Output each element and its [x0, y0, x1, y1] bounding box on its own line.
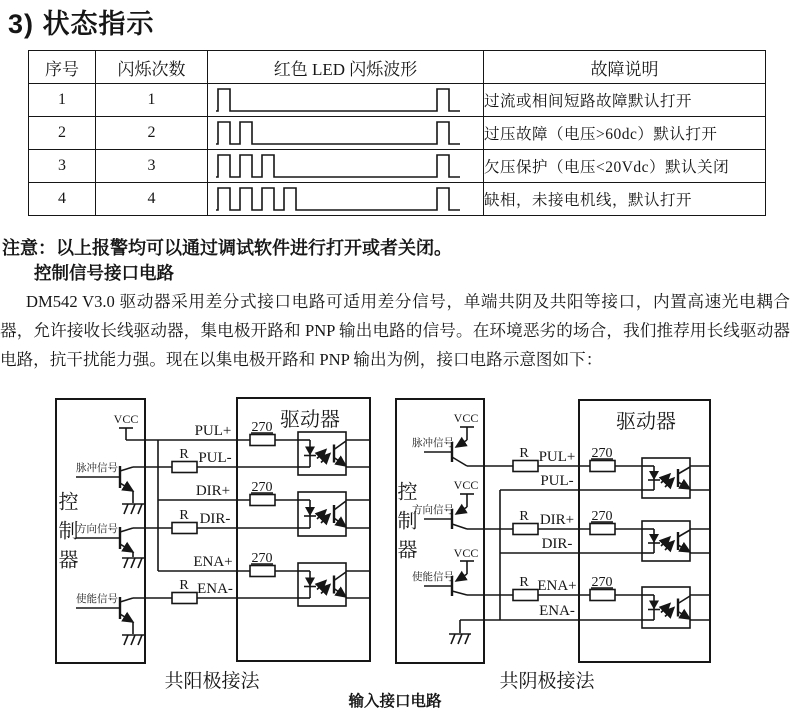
vcc-symbol	[454, 411, 479, 440]
resistor-270	[250, 480, 275, 506]
signal-name-label: 使能信号	[412, 572, 454, 583]
signal-plus-label: DIR+	[539, 512, 575, 528]
led-icon	[649, 471, 659, 480]
flash-count: 1	[96, 84, 208, 117]
fault-description: 缺相，未接电机线，默认打开	[484, 183, 766, 216]
signal-name-label: 脉冲信号	[412, 438, 454, 449]
note-text: 注意：以上报警均可以通过调试软件进行打开或者关闭。	[2, 238, 452, 258]
resistor-270	[250, 551, 275, 577]
signal-plus-label: PUL+	[194, 423, 232, 439]
led-waveform	[208, 184, 484, 214]
signal-plus-label: PUL+	[538, 449, 576, 465]
optocoupler	[298, 432, 370, 475]
resistor-r	[513, 446, 538, 472]
row-index: 2	[29, 117, 96, 150]
pnp-transistor	[412, 478, 478, 529]
flash-count: 3	[96, 150, 208, 183]
led-icon	[649, 534, 659, 543]
led-icon	[305, 578, 315, 587]
ground-icon	[122, 558, 144, 568]
driver-box	[237, 398, 370, 661]
optocoupler	[298, 563, 370, 606]
resistor-r-label: R	[519, 575, 529, 590]
vcc-label: VCC	[113, 412, 139, 426]
signal-name-label: 方向信号	[76, 524, 118, 535]
resistor-270-label: 270	[591, 509, 613, 524]
driver-label: 驱动器	[280, 409, 340, 431]
resistor-r	[172, 447, 197, 473]
signal-plus-label: ENA+	[537, 578, 577, 594]
pnp-transistor	[412, 546, 478, 596]
vcc-label: VCC	[453, 411, 479, 425]
vcc-label: VCC	[453, 546, 479, 560]
flash-count: 4	[96, 183, 208, 216]
signal-name-label: 脉冲信号	[76, 463, 118, 474]
controller-label: 控制器	[394, 481, 416, 568]
flash-count: 2	[96, 117, 208, 150]
table-header-row	[29, 51, 766, 84]
resistor-r	[513, 575, 538, 601]
npn-transistor	[76, 522, 144, 568]
ground-icon	[122, 504, 144, 514]
resistor-r-label: R	[519, 509, 529, 524]
row-index: 1	[29, 84, 96, 117]
table-row	[29, 150, 766, 183]
table-row	[29, 84, 766, 117]
ground-icon	[449, 620, 471, 644]
resistor-270-label: 270	[251, 551, 273, 566]
circuit-caption: 共阳极接法	[164, 671, 260, 692]
resistor-r	[172, 578, 197, 604]
led-icon	[649, 601, 659, 610]
resistor-r-label: R	[519, 446, 529, 461]
signal-minus-label: PUL-	[198, 450, 232, 466]
pnp-transistor	[412, 411, 478, 466]
led-waveform	[208, 118, 484, 148]
signal-name-label: 使能信号	[76, 594, 118, 605]
optocoupler	[642, 587, 710, 628]
row-index: 3	[29, 150, 96, 183]
waveform-cell	[208, 84, 484, 117]
waveform-cell	[208, 183, 484, 216]
fault-description: 过压故障（电压>60dc）默认打开	[484, 117, 766, 150]
page-title: 3) 状态指示	[8, 9, 155, 39]
led-icon	[305, 507, 315, 516]
optocoupler	[642, 458, 710, 498]
figure-caption: 输入接口电路	[348, 693, 442, 710]
resistor-270-label: 270	[251, 480, 273, 495]
status-indication-table	[28, 50, 766, 216]
circuit-caption: 共阴极接法	[499, 671, 595, 692]
resistor-270-label: 270	[251, 420, 273, 435]
resistor-r	[513, 509, 538, 535]
column-header-waveform: 红色 LED 闪烁波形	[208, 51, 484, 84]
resistor-270-label: 270	[591, 446, 613, 461]
controller-label: 控制器	[55, 491, 77, 578]
table-row	[29, 183, 766, 216]
driver-label: 驱动器	[616, 411, 676, 433]
led-waveform	[208, 85, 484, 115]
resistor-r	[172, 508, 197, 534]
column-header-flash-count: 闪烁次数	[96, 51, 208, 84]
table-row	[29, 117, 766, 150]
resistor-270	[250, 420, 275, 446]
resistor-270-label: 270	[591, 575, 613, 590]
resistor-r-label: R	[179, 447, 189, 462]
npn-transistor	[76, 592, 144, 645]
row-index: 4	[29, 183, 96, 216]
optocoupler	[642, 521, 710, 561]
npn-transistor	[76, 461, 144, 514]
signal-minus-label: DIR-	[199, 511, 231, 527]
vcc-symbol	[454, 478, 479, 507]
column-header-index: 序号	[29, 51, 96, 84]
signal-plus-label: DIR+	[195, 483, 231, 499]
resistor-270	[590, 575, 615, 601]
led-icon	[305, 447, 315, 456]
fault-description: 过流或相间短路故障默认打开	[484, 84, 766, 117]
common-anode-circuit	[56, 398, 370, 692]
vcc-symbol	[114, 412, 139, 440]
ground-icon	[122, 635, 144, 645]
column-header-fault: 故障说明	[484, 51, 766, 84]
vcc-symbol	[454, 546, 479, 574]
signal-minus-label: ENA-	[539, 603, 575, 619]
fault-description: 欠压保护（电压<20Vdc）默认关闭	[484, 150, 766, 183]
vcc-label: VCC	[453, 478, 479, 492]
body-paragraph: DM542 V3.0 驱动器采用差分式接口电路可适用差分信号，单端共阴及共阳等接口，内置高速光电耦合器，允许接收长线驱动器，集电极开路和 PNP 输出电路的信号。在环境恶劣的场合，我们推荐用长线驱动器电路，抗干扰能力强。现在以集电极开路和 PNP 输出为例，接口电路示意图如下：	[0, 292, 790, 369]
waveform-cell	[208, 150, 484, 183]
resistor-r-label: R	[179, 578, 189, 593]
signal-name-label: 方向信号	[412, 505, 454, 516]
optocoupler	[298, 492, 370, 536]
resistor-270	[590, 446, 615, 472]
signal-minus-label: PUL-	[540, 473, 574, 489]
signal-plus-label: ENA+	[193, 554, 233, 570]
resistor-r-label: R	[179, 508, 189, 523]
section-heading: 控制信号接口电路	[34, 263, 174, 283]
signal-minus-label: ENA-	[197, 581, 233, 597]
led-waveform	[208, 151, 484, 181]
signal-minus-label: DIR-	[541, 536, 573, 552]
common-cathode-circuit	[396, 399, 710, 692]
resistor-270	[590, 509, 615, 535]
waveform-cell	[208, 117, 484, 150]
